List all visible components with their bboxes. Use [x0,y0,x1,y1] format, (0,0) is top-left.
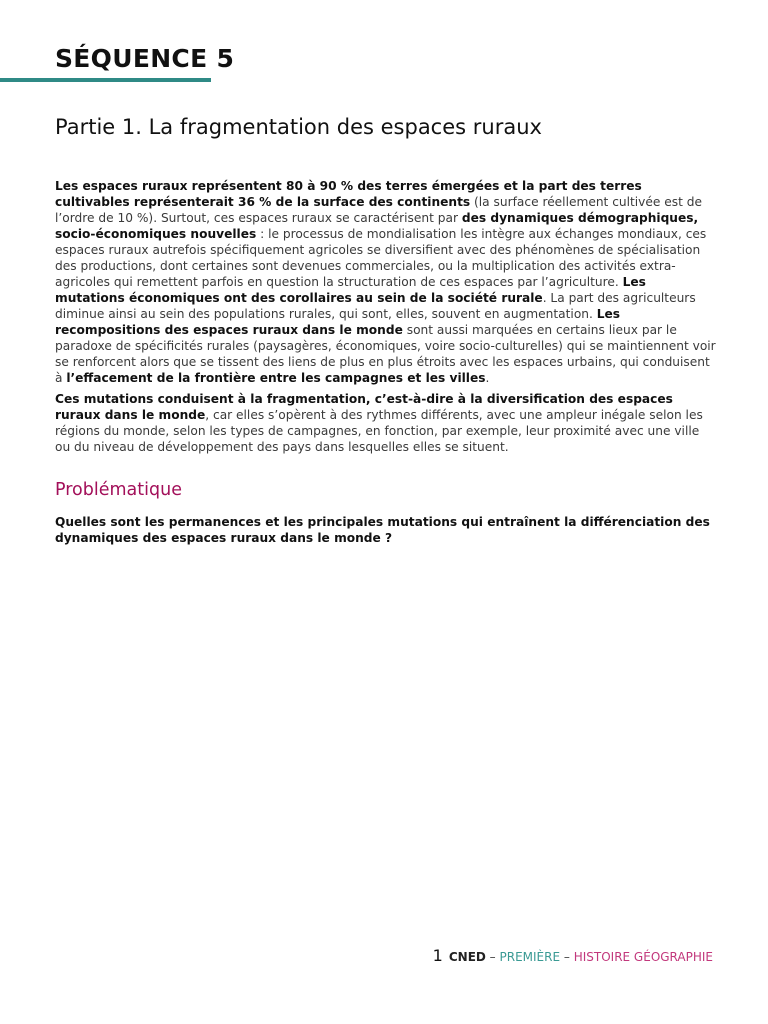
part-title: Partie 1. La fragmentation des espaces ruraux [55,115,542,139]
publisher-label: CNED [448,950,486,964]
sequence-title: SÉQUENCE 5 [55,44,235,73]
text-run: : le processus de mondialisation les intègre aux échanges mondiaux, ces espaces ruraux autrefois spécifiquement agricoles se diversifient avec des phénomènes de spécialisation des productions, dont certaines sont devenues commerciales, ou la multiplication des activités extra-agricoles qui remettent parfois en question la structuration de ces espaces par l’agriculture. [55,227,707,289]
paragraph-2 [55,391,717,455]
text-run: Les mutations économiques ont des corollaires au sein de la société rurale [55,275,646,305]
footer-separator: – [485,950,500,964]
text-run: des dynamiques démographiques, socio-économiques nouvelles [55,211,699,241]
introduction-text [55,178,717,460]
text-run: , car elles s’opèrent à des rythmes différents, avec une ampleur inégale selon les régions du monde, selon les types de campagnes, en fonction, par exemple, leur proximité avec une ville ou du niveau de développement des pays dans lesquelles elles se situent. [55,408,703,454]
text-run: sont aussi marquées en certains lieux par le paradoxe de spécificités rurales (paysagères, économiques, voire socio-culturelles) qui se maintiennent voir se renforcent alors que se tissent des liens de plus en plus étroits avec les espaces urbains, qui conduisent à [55,323,716,385]
title-underline [0,78,211,82]
problematique-question: Quelles sont les permanences et les principales mutations qui entraînent la différenciation des dynamiques des espaces ruraux dans le monde ? [55,515,710,545]
text-run: Ces mutations conduisent à la fragmentation, c’est-à-dire à la diversification des espaces ruraux dans le monde [55,392,673,422]
text-run: Les recompositions des espaces ruraux dans le monde [55,307,621,337]
paragraph-1 [55,178,717,386]
page-number: 1 [432,946,443,965]
text-run: (la surface réellement cultivée est de l’ordre de 10 %). Surtout, ces espaces ruraux se caractérisent par [55,195,702,225]
problematique-heading: Problématique [55,480,182,500]
text-run: . [485,371,490,385]
footer-separator: – [560,950,574,964]
text-run: l’effacement de la frontière entre les campagnes et les villes [66,371,486,385]
page-footer [433,946,713,965]
text-run: Les espaces ruraux représentent 80 à 90 % des terres émergées et la part des terres cultivables représenterait 36 % de la surface des continents [55,179,642,209]
text-run: . La part des agriculteurs diminue ainsi au sein des populations rurales, qui sont, elles, souvent en augmentation. [55,291,696,321]
subject-label: HISTOIRE GÉOGRAPHIE [573,950,713,964]
level-label: PREMIÈRE [499,950,561,964]
